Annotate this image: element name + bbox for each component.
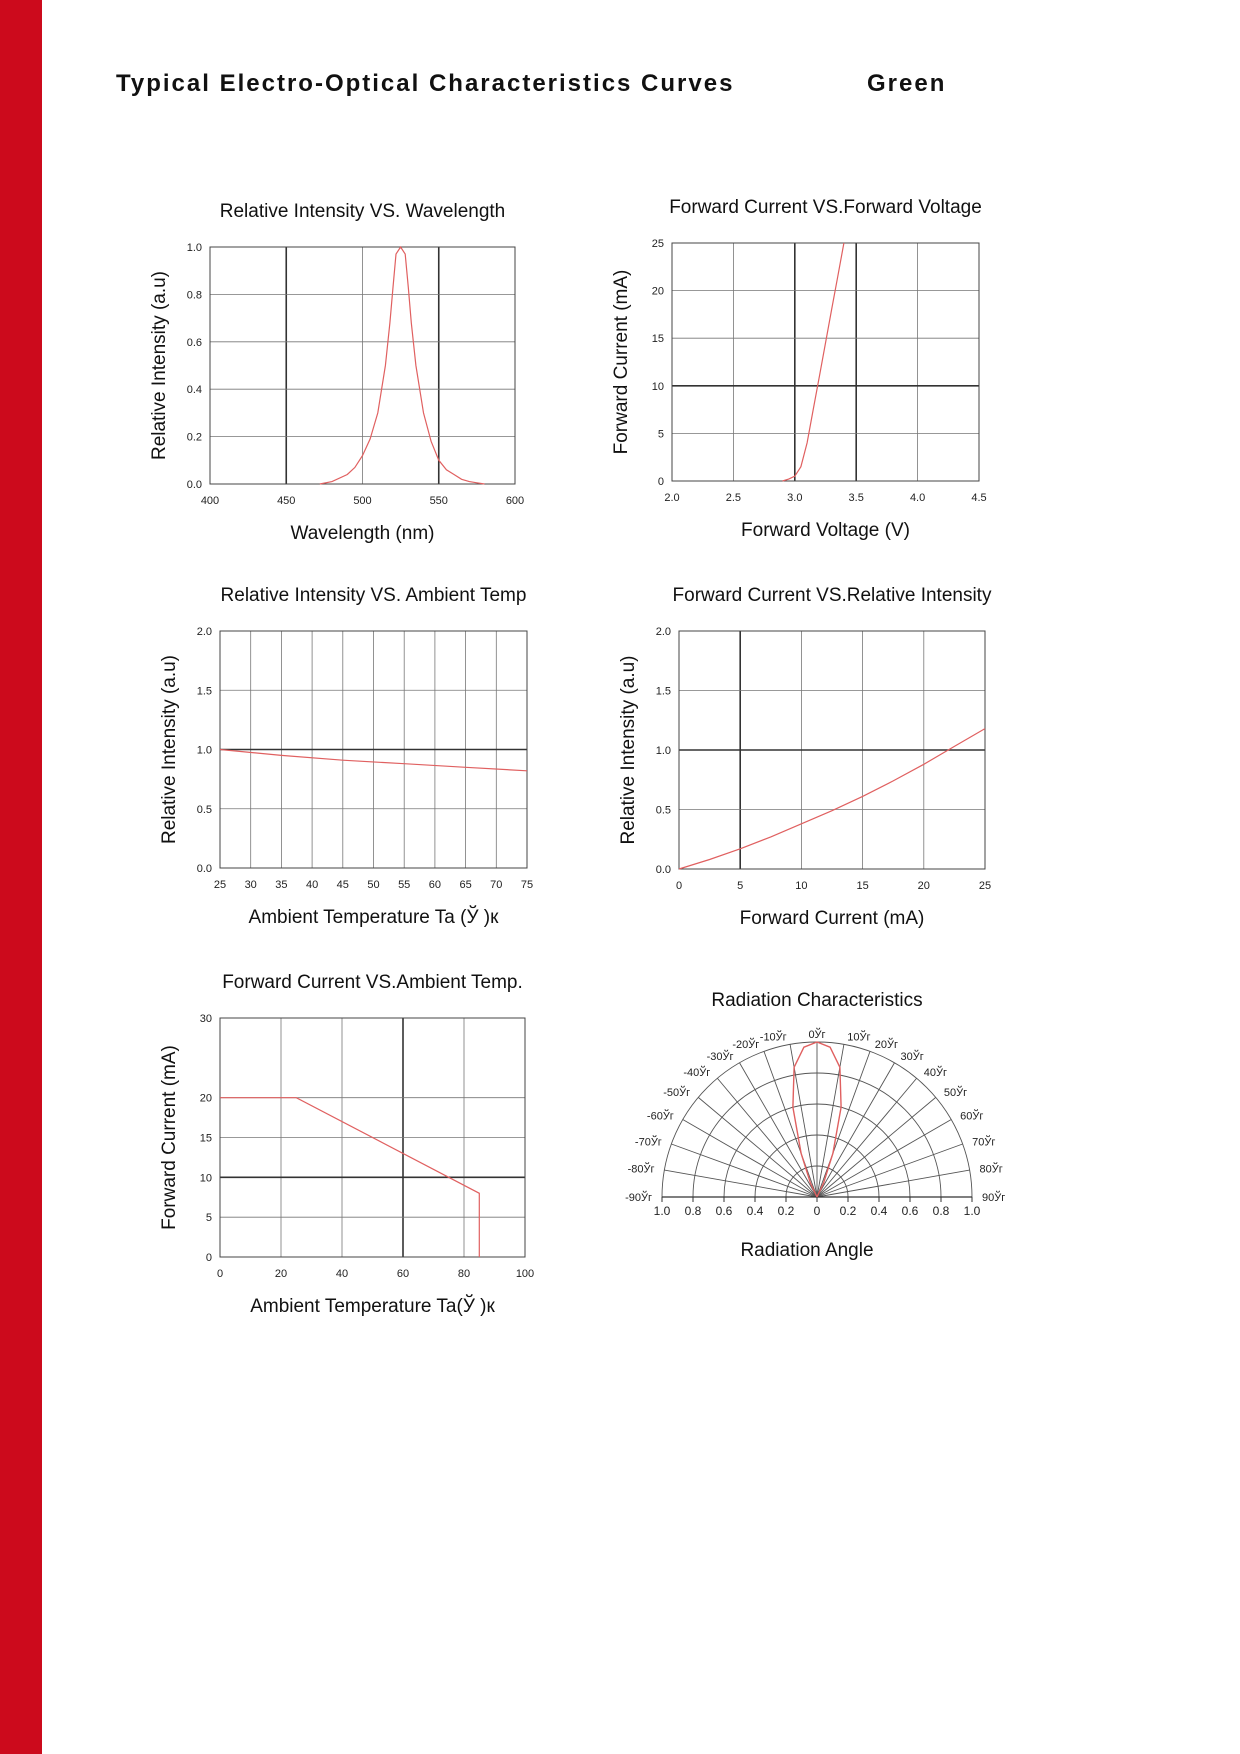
x-tick-label: 75: [520, 879, 534, 891]
chart-title: Relative Intensity VS. Wavelength: [219, 201, 506, 222]
y-axis-label: Forward Current (mA): [611, 269, 632, 455]
x-tick-label: 2.5: [725, 492, 742, 504]
angle-label: -10Ўг: [759, 1031, 787, 1044]
x-tick-label: 45: [336, 879, 349, 891]
chart-title: Forward Current VS.Forward Voltage: [669, 197, 982, 218]
series-line: [783, 243, 844, 481]
y-axis-label: Relative Intensity (a.u): [618, 655, 639, 845]
chart-4: [618, 585, 992, 929]
angle-label: -60Ўг: [646, 1110, 674, 1123]
x-tick-label: 10: [795, 880, 808, 892]
chart-2: [611, 197, 987, 541]
x-tick-label: 35: [275, 879, 288, 891]
x-axis-label: Ambient Temperature Ta(Ў )к: [250, 1296, 495, 1317]
y-tick-label: 0: [205, 1252, 212, 1264]
angle-label: -70Ўг: [634, 1136, 662, 1149]
y-tick-label: 0.0: [196, 863, 212, 875]
y-tick-label: 10: [199, 1172, 212, 1185]
angle-label: 30Ўг: [900, 1050, 924, 1063]
radial-tick-label: 1.0: [653, 1204, 671, 1218]
chart-5: [159, 972, 534, 1317]
y-tick-label: 20: [199, 1092, 212, 1105]
angle-label: 40Ўг: [923, 1067, 948, 1080]
y-axis-label: Forward Current (mA): [159, 1045, 180, 1230]
chart-title: Relative Intensity VS. Ambient Temp: [220, 585, 527, 606]
x-axis-label: Radiation Angle: [740, 1240, 874, 1261]
chart-title: Forward Current VS.Relative Intensity: [672, 585, 992, 606]
y-tick-label: 1.0: [196, 744, 212, 757]
chart-title: Radiation Characteristics: [711, 990, 923, 1011]
x-tick-label: 500: [353, 495, 372, 507]
y-tick-label: 0.6: [186, 336, 202, 349]
radial-tick-label: 0: [813, 1204, 821, 1218]
x-tick-label: 25: [978, 880, 992, 892]
y-tick-label: 30: [199, 1013, 212, 1025]
y-tick-label: 0: [657, 476, 664, 488]
x-tick-label: 60: [428, 879, 442, 891]
angle-label: 80Ўг: [979, 1163, 1003, 1176]
x-tick-label: 550: [429, 495, 448, 507]
radial-tick-label: 0.8: [932, 1204, 950, 1218]
chart-1: [149, 201, 524, 544]
angle-label: 90Ўг: [982, 1192, 1006, 1204]
angle-label: 60Ўг: [960, 1110, 984, 1123]
page-title: Typical Electro-Optical Characteristics Curves: [116, 70, 735, 97]
x-axis-label: Ambient Temperature Ta (Ў )к: [248, 907, 499, 928]
y-tick-label: 15: [199, 1132, 212, 1145]
x-tick-label: 40: [335, 1268, 349, 1280]
x-tick-label: 5: [737, 880, 744, 892]
angle-label: -30Ўг: [706, 1050, 734, 1063]
y-tick-label: 20: [651, 285, 664, 298]
y-tick-label: 1.5: [196, 685, 212, 698]
x-tick-label: 450: [277, 495, 296, 507]
x-tick-label: 40: [305, 879, 319, 891]
series-line: [320, 247, 485, 484]
y-axis-label: Relative Intensity (a.u): [159, 654, 180, 845]
radial-tick-label: 0.6: [901, 1204, 919, 1218]
radial-tick-label: 0.4: [870, 1204, 888, 1218]
x-tick-label: 100: [515, 1268, 535, 1280]
color-variant-label: Green: [867, 70, 947, 97]
x-axis-label: Forward Current (mA): [739, 908, 925, 929]
x-tick-label: 600: [505, 495, 525, 507]
x-tick-label: 55: [398, 879, 411, 891]
x-axis-label: Forward Voltage (V): [741, 520, 910, 541]
y-tick-label: 0.8: [186, 289, 202, 302]
x-tick-label: 15: [856, 880, 869, 892]
y-tick-label: 10: [651, 380, 664, 393]
y-tick-label: 0.5: [196, 803, 212, 816]
y-tick-label: 15: [651, 333, 664, 346]
angle-label: 70Ўг: [972, 1136, 996, 1149]
radial-tick-label: 0.2: [839, 1204, 857, 1218]
radial-tick-label: 1.0: [963, 1204, 981, 1218]
x-tick-label: 3.5: [848, 492, 864, 504]
angle-label: 10Ўг: [847, 1031, 871, 1044]
y-tick-label: 0.2: [186, 431, 202, 444]
x-tick-label: 0: [216, 1268, 224, 1280]
x-tick-label: 20: [917, 880, 930, 892]
angle-label: -20Ўг: [732, 1038, 760, 1051]
y-tick-label: 25: [651, 238, 664, 250]
x-axis-label: Wavelength (nm): [290, 523, 435, 544]
angle-label: -50Ўг: [663, 1087, 691, 1100]
y-axis-label: Relative Intensity (a.u): [149, 270, 170, 461]
radial-tick-label: 0.4: [746, 1204, 764, 1218]
x-tick-label: 20: [274, 1268, 288, 1280]
x-tick-label: 80: [457, 1268, 471, 1280]
y-tick-label: 1.5: [655, 685, 671, 698]
y-tick-label: 0.0: [655, 864, 671, 876]
y-tick-label: 0.0: [186, 479, 202, 491]
radial-tick-label: 0.2: [777, 1204, 795, 1218]
x-tick-label: 50: [367, 879, 380, 891]
angle-label: 50Ўг: [943, 1087, 968, 1100]
x-tick-label: 400: [200, 495, 220, 507]
angle-label: -40Ўг: [683, 1067, 711, 1080]
chart-title: Forward Current VS.Ambient Temp.: [222, 972, 523, 993]
radial-tick-label: 0.8: [684, 1204, 702, 1218]
y-tick-label: 1.0: [655, 745, 671, 757]
x-tick-label: 0: [675, 880, 683, 892]
x-tick-label: 70: [490, 879, 503, 891]
y-tick-label: 5: [657, 428, 664, 441]
x-tick-label: 4.5: [971, 492, 987, 504]
x-tick-label: 2.0: [664, 492, 680, 504]
x-tick-label: 60: [396, 1268, 410, 1280]
radial-tick-label: 0.6: [715, 1204, 733, 1218]
angle-label: -80Ўг: [627, 1163, 655, 1176]
y-tick-label: 1.0: [186, 242, 202, 254]
y-tick-label: 5: [205, 1212, 212, 1225]
x-tick-label: 4.0: [909, 492, 926, 504]
y-tick-label: 0.5: [655, 804, 671, 817]
angle-label: 20Ўг: [874, 1038, 898, 1051]
plot-frame: [672, 243, 979, 481]
x-tick-label: 3.0: [787, 492, 803, 504]
y-tick-label: 2.0: [655, 626, 671, 638]
y-tick-label: 0.4: [186, 384, 202, 397]
angle-label: -90Ўг: [625, 1192, 652, 1204]
angle-label: 0Ўг: [808, 1029, 826, 1041]
x-tick-label: 25: [213, 879, 227, 891]
x-tick-label: 65: [459, 879, 472, 891]
y-tick-label: 2.0: [196, 626, 212, 638]
chart-6-radiation: [625, 990, 1005, 1261]
chart-3: [159, 585, 533, 928]
x-tick-label: 30: [244, 879, 257, 891]
